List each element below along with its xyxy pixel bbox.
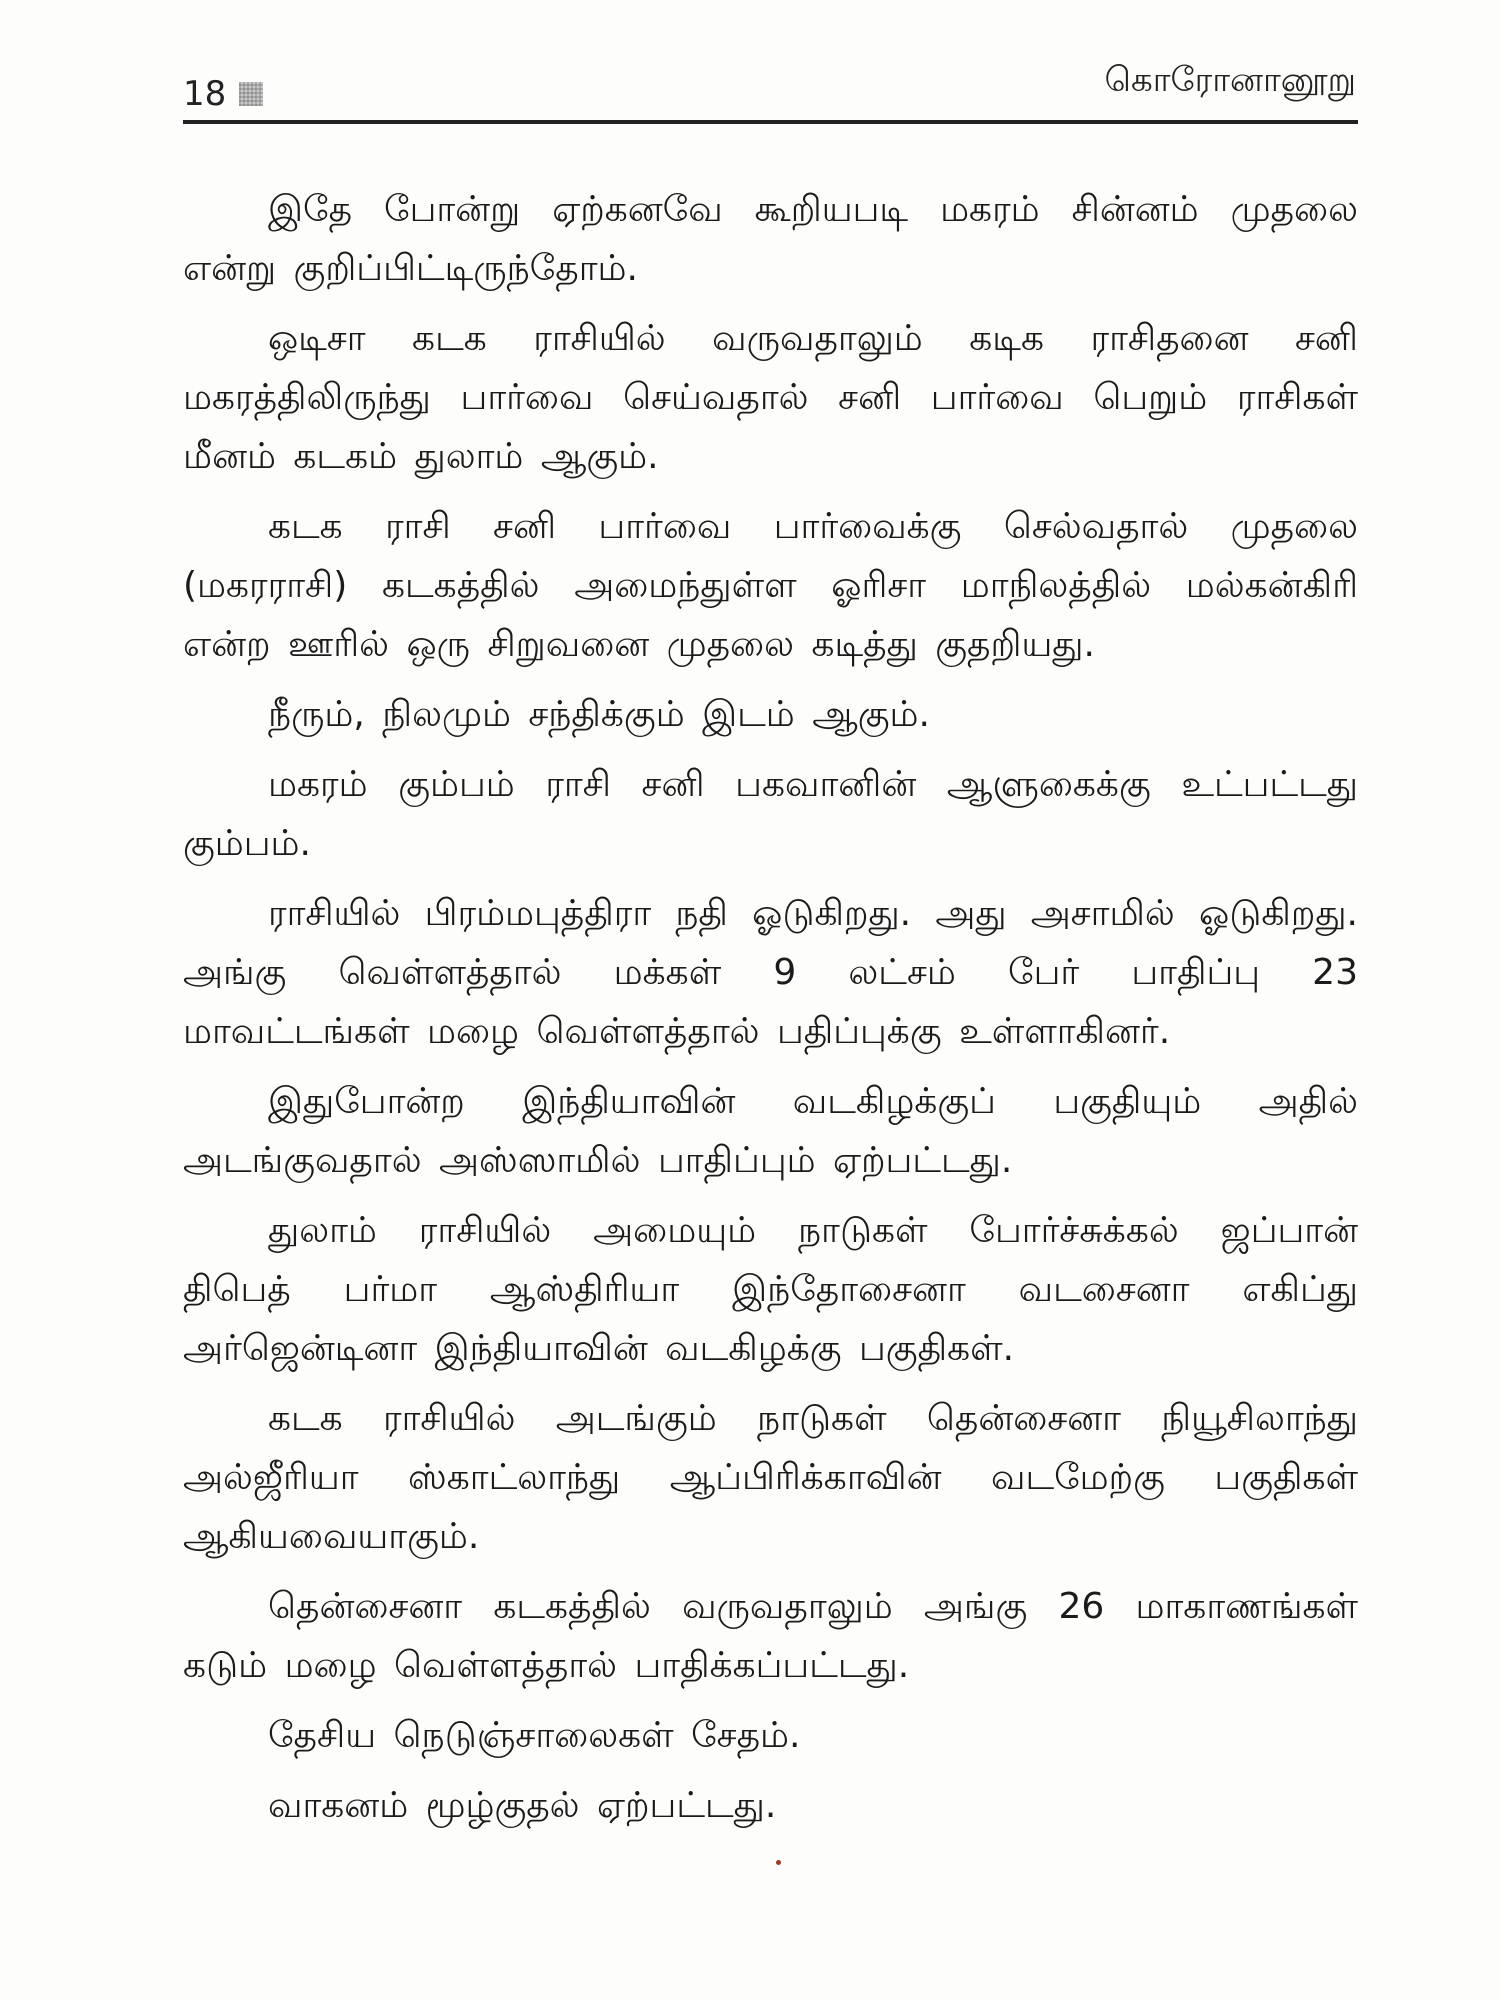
running-title: கொரோனானூறு — [1104, 60, 1356, 100]
paragraph-8: துலாம் ராசியில் அமையும் நாடுகள் போர்ச்சுக்கல் ஜப்பான் திபெத் பர்மா ஆஸ்திரியா இந்தோசைனா வடசைனா எகிப்து அர்ஜென்டினா இந்தியாவின் வடகிழக்கு பகுதிகள். — [183, 1210, 1358, 1369]
paragraph-2: ஒடிசா கடக ராசியில் வருவதாலும் கடிக ராசிதனை சனி மகரத்திலிருந்து பார்வை செய்வதால் சனி பார்வை பெறும் ராசிகள் மீனம் கடகம் துலாம் ஆகும். — [183, 318, 1358, 477]
paragraph-11: தேசிய நெடுஞ்சாலைகள் சேதம். — [268, 1715, 801, 1756]
paragraph-1: இதே போன்று ஏற்கனவே கூறியபடி மகரம் சின்னம் முதலை என்று குறிப்பிட்டிருந்தோம். — [183, 189, 1358, 289]
page-number-ornament — [239, 82, 263, 106]
header-rule — [183, 120, 1358, 124]
body-text — [183, 180, 1358, 1846]
paragraph-12: வாகனம் மூழ்குதல் ஏற்பட்டது. — [268, 1785, 777, 1826]
ink-speck — [776, 1860, 781, 1865]
paragraph-3: கடக ராசி சனி பார்வை பார்வைக்கு செல்வதால் முதலை (மகரராசி) கடகத்தில் அமைந்துள்ள ஓரிசா மாநிலத்தில் மல்கன்கிரி என்ற ஊரில் ஒரு சிறுவனை முதலை கடித்து குதறியது. — [183, 506, 1358, 665]
paragraph-9: கடக ராசியில் அடங்கும் நாடுகள் தென்சைனா நியூசிலாந்து அல்ஜீரியா ஸ்காட்லாந்து ஆப்பிரிக்காவின் வடமேற்கு பகுதிகள் ஆகியவையாகும். — [183, 1398, 1358, 1557]
page-header — [183, 60, 1358, 130]
paragraph-7: இதுபோன்ற இந்தியாவின் வடகிழக்குப் பகுதியும் அதில் அடங்குவதால் அஸ்ஸாமில் பாதிப்பும் ஏற்பட்டது. — [183, 1081, 1358, 1181]
page-number: 18 — [183, 74, 227, 114]
paragraph-10: தென்சைனா கடகத்தில் வருவதாலும் அங்கு 26 மாகாணங்கள் கடும் மழை வெள்ளத்தால் பாதிக்கப்பட்டது. — [183, 1586, 1358, 1686]
paragraph-4: நீரும், நிலமும் சந்திக்கும் இடம் ஆகும். — [268, 694, 930, 735]
paragraph-6: ராசியில் பிரம்மபுத்திரா நதி ஓடுகிறது. அது அசாமில் ஓடுகிறது. அங்கு வெள்ளத்தால் மக்கள் 9 லட்சம் பேர் பாதிப்பு 23 மாவட்டங்கள் மழை வெள்ளத்தால் பதிப்புக்கு உள்ளாகினர். — [183, 893, 1358, 1052]
paragraph-5: மகரம் கும்பம் ராசி சனி பகவானின் ஆளுகைக்கு உட்பட்டது கும்பம். — [183, 764, 1358, 864]
